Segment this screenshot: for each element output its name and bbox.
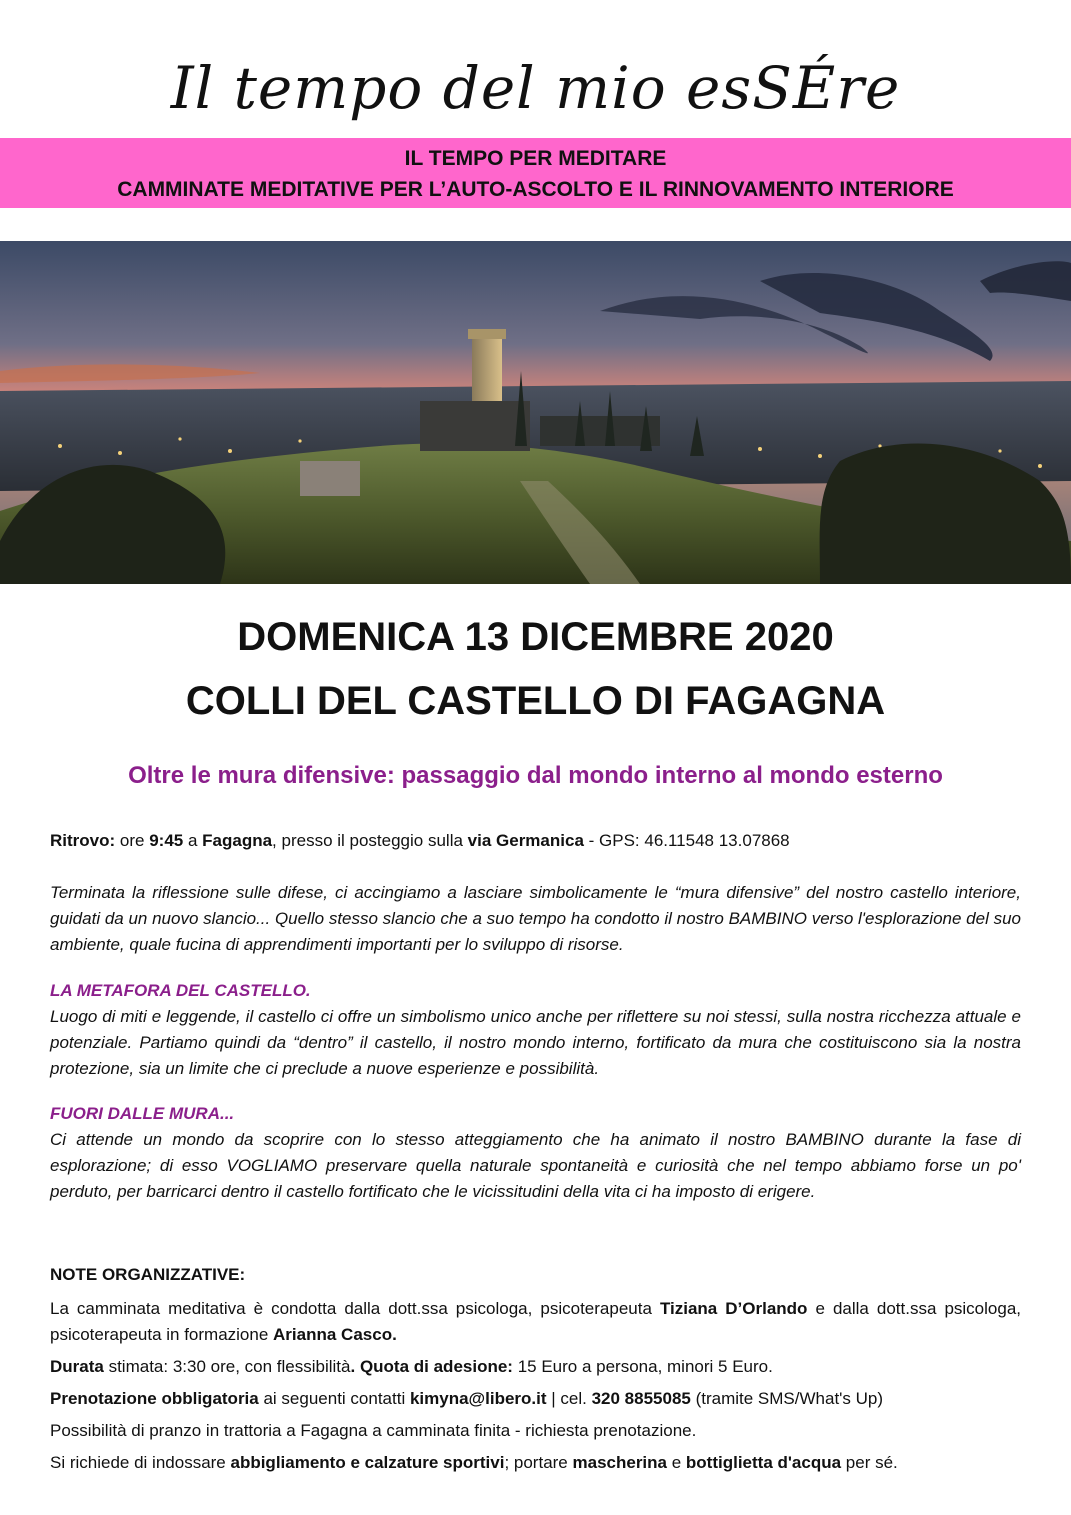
ritrovo-text: a	[183, 831, 203, 850]
equipment-item: bottiglietta d'acqua	[685, 1453, 842, 1472]
note-text: e dalla dott.ssa psicologa, psicoterapeuta in formazione	[50, 1299, 1021, 1344]
page-title: Il tempo del mio esSÉre	[170, 54, 901, 122]
note-text: Si richiede di indossare	[50, 1453, 231, 1472]
note-text: e	[667, 1453, 686, 1472]
equipment-item: mascherina	[572, 1453, 667, 1472]
ritrovo-street: via Germanica	[467, 831, 584, 850]
note-text: ; portare	[504, 1453, 573, 1472]
equipment-item: abbigliamento e calzature sportivi	[230, 1453, 505, 1472]
intro-paragraph: Terminata la riflessione sulle difese, ci accingiamo a lasciare simbolicamente le “mura difensive” del nostro castello interiore, guidati da un nuovo slancio... Quello stesso slancio che a suo tempo ha condotto il nostro BAMBINO verso l'esplorazione del suo ambiente, quale fucina di apprendimenti importanti per lo sviluppo di risorse.	[50, 883, 1021, 954]
ritrovo-label: Ritrovo:	[50, 831, 116, 850]
conductor-name: Tiziana D’Orlando	[659, 1299, 808, 1318]
note-lunch: Possibilità di pranzo in trattoria a Fagagna a camminata finita - richiesta prenotazione.	[50, 1421, 697, 1440]
fuori-heading: FUORI DALLE MURA...	[50, 1104, 235, 1123]
header-band	[0, 138, 1071, 208]
note-text: (tramite SMS/What's Up)	[690, 1389, 884, 1408]
ritrovo-time: 9:45	[149, 831, 184, 850]
fee-label: Quota di adesione:	[359, 1357, 513, 1376]
note-text: .	[350, 1357, 360, 1376]
note-conductors	[50, 1296, 1021, 1348]
duration-label: Durata	[50, 1357, 104, 1376]
ritrovo-text: ore	[115, 831, 150, 850]
note-equipment	[50, 1450, 1021, 1476]
fuori-section	[50, 1101, 1021, 1205]
ritrovo-text: , presso il posteggio sulla	[272, 831, 468, 850]
fee-text: 15 Euro a persona, minori 5 Euro.	[512, 1357, 773, 1376]
event-date: DOMENICA 13 DICEMBRE 2020	[237, 615, 834, 659]
metafora-text: Luogo di miti e leggende, il castello ci offre un simbolismo unico anche per riflettere su noi stessi, sulla nostra ricchezza attuale e potenziale. Partiamo quindi da “dentro” il castello, il nostro mondo interno, fortificato da mura che costituiscono sia la nostra protezione, sia un limite che ci preclude a nuove esperienze e possibilità.	[50, 1007, 1021, 1078]
note-duration	[50, 1354, 1021, 1380]
metafora-section	[50, 978, 1021, 1082]
note-text: | cel.	[546, 1389, 592, 1408]
note-text: ai seguenti contatti	[258, 1389, 410, 1408]
band-line-2: CAMMINATE MEDITATIVE PER L’AUTO-ASCOLTO E IL RINNOVAMENTO INTERIORE	[117, 178, 954, 201]
fuori-text: Ci attende un mondo da scoprire con lo stesso atteggiamento che ha animato il nostro BAMBINO durante la fase di esplorazione; di esso VOGLIAMO preservare quella naturale spontaneità e curiosità che nel tempo abbiamo forse un po' perduto, per barricarci dentro il castello fortificato che le vicissitudini della vita ci ha imposto di erigere.	[50, 1130, 1021, 1201]
meeting-point	[50, 828, 1021, 854]
ritrovo-gps: - GPS: 46.11548 13.07868	[583, 831, 790, 850]
note-text: per sé.	[841, 1453, 898, 1472]
event-subtitle: Oltre le mura difensive: passaggio dal mondo interno al mondo esterno	[128, 762, 943, 789]
booking-label: Prenotazione obbligatoria	[50, 1389, 259, 1408]
note-booking	[50, 1386, 1021, 1412]
conductor-name: Arianna Casco.	[273, 1325, 397, 1344]
duration-text: stimata: 3:30 ore, con flessibilità	[103, 1357, 351, 1376]
contact-phone: 320 8855085	[591, 1389, 691, 1408]
ritrovo-town: Fagagna	[202, 831, 273, 850]
metafora-heading: LA METAFORA DEL CASTELLO.	[50, 981, 311, 1000]
castle-sunset-photo	[0, 241, 1071, 584]
event-place: COLLI DEL CASTELLO DI FAGAGNA	[185, 679, 886, 723]
contact-email: kimyna@libero.it	[409, 1389, 547, 1408]
note-section	[50, 1296, 1021, 1482]
note-heading: NOTE ORGANIZZATIVE:	[50, 1265, 246, 1284]
band-line-1: IL TEMPO PER MEDITARE	[404, 147, 667, 170]
note-text: La camminata meditativa è condotta dalla dott.ssa psicologa, psicoterapeuta	[50, 1299, 660, 1318]
